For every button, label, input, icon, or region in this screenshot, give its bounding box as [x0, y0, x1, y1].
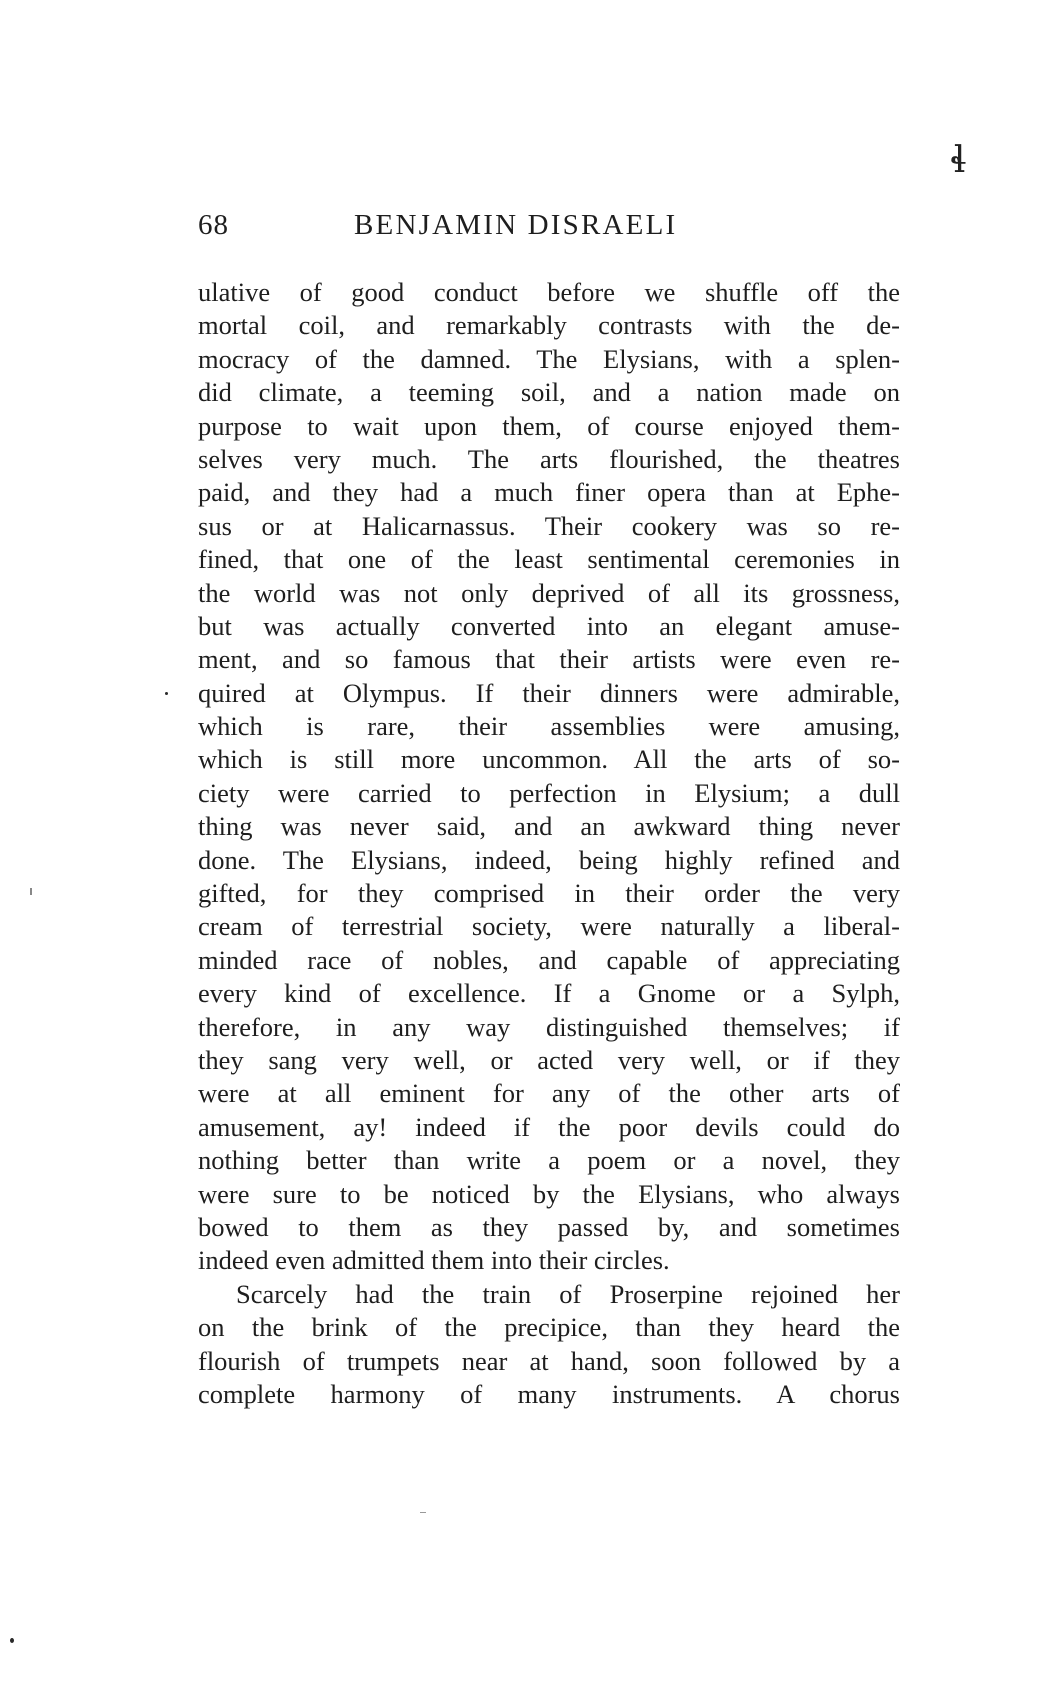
text-line: minded race of nobles, and capable of appreciating	[198, 944, 900, 975]
text-line: complete harmony of many instruments. A chorus	[198, 1378, 900, 1409]
text-line: thing was never said, and an awkward thing never	[198, 811, 900, 842]
text-line: paid, and they had a much finer opera than at Ephe-	[198, 477, 900, 508]
text-line: ment, and so famous that their artists were even re-	[198, 644, 900, 675]
text-line: amusement, ay! indeed if the poor devils could do	[198, 1111, 900, 1142]
scan-speck	[10, 1638, 14, 1643]
text-line: bowed to them as they passed by, and sometimes	[198, 1211, 900, 1242]
running-head: BENJAMIN DISRAELI	[354, 209, 678, 241]
text-line: quired at Olympus. If their dinners were admirable,	[198, 677, 900, 708]
text-line: done. The Elysians, indeed, being highly refined and	[198, 844, 900, 875]
page-header	[198, 209, 898, 249]
scan-speck	[30, 888, 32, 895]
scan-speck	[420, 1512, 426, 1513]
body-text	[198, 276, 900, 1411]
text-line: ulative of good conduct before we shuffle off the	[198, 277, 900, 307]
text-line: on the brink of the precipice, than they heard the	[198, 1312, 900, 1343]
text-line: flourish of trumpets near at hand, soon followed by a	[198, 1345, 900, 1376]
text-line: selves very much. The arts flourished, the theatres	[198, 443, 900, 474]
text-line: fined, that one of the least sentimental ceremonies in	[198, 544, 900, 575]
text-line: which is still more uncommon. All the arts of so-	[198, 744, 900, 775]
text-line: mortal coil, and remarkably contrasts with the de-	[198, 310, 900, 341]
text-line: they sang very well, or acted very well, or if they	[198, 1044, 900, 1075]
text-line: purpose to wait upon them, of course enjoyed them-	[198, 410, 900, 441]
text-line: gifted, for they comprised in their order the very	[198, 878, 900, 909]
scan-speck	[165, 692, 168, 695]
text-line: sus or at Halicarnassus. Their cookery was so re-	[198, 510, 900, 541]
page-corner-mark: ɬ	[950, 140, 967, 181]
text-line: which is rare, their assemblies were amusing,	[198, 711, 900, 742]
text-line: were sure to be noticed by the Elysians, who always	[198, 1178, 900, 1209]
text-line: did climate, a teeming soil, and a nation made on	[198, 377, 900, 408]
text-line: therefore, in any way distinguished themselves; if	[198, 1011, 900, 1042]
text-line: indeed even admitted them into their circles.	[198, 1245, 670, 1276]
text-line: mocracy of the damned. The Elysians, with a splen-	[198, 343, 900, 374]
text-line: Scarcely had the train of Proserpine rejoined her	[236, 1278, 900, 1309]
text-line: the world was not only deprived of all its grossness,	[198, 577, 900, 608]
text-line: nothing better than write a poem or a novel, they	[198, 1145, 900, 1176]
text-line: cream of terrestrial society, were naturally a liberal-	[198, 911, 900, 942]
text-line: were at all eminent for any of the other arts of	[198, 1078, 900, 1109]
text-line: ciety were carried to perfection in Elysium; a dull	[198, 777, 900, 808]
text-line: every kind of excellence. If a Gnome or a Sylph,	[198, 978, 900, 1009]
text-line: but was actually converted into an elegant amuse-	[198, 610, 900, 641]
page-number: 68	[198, 209, 229, 241]
